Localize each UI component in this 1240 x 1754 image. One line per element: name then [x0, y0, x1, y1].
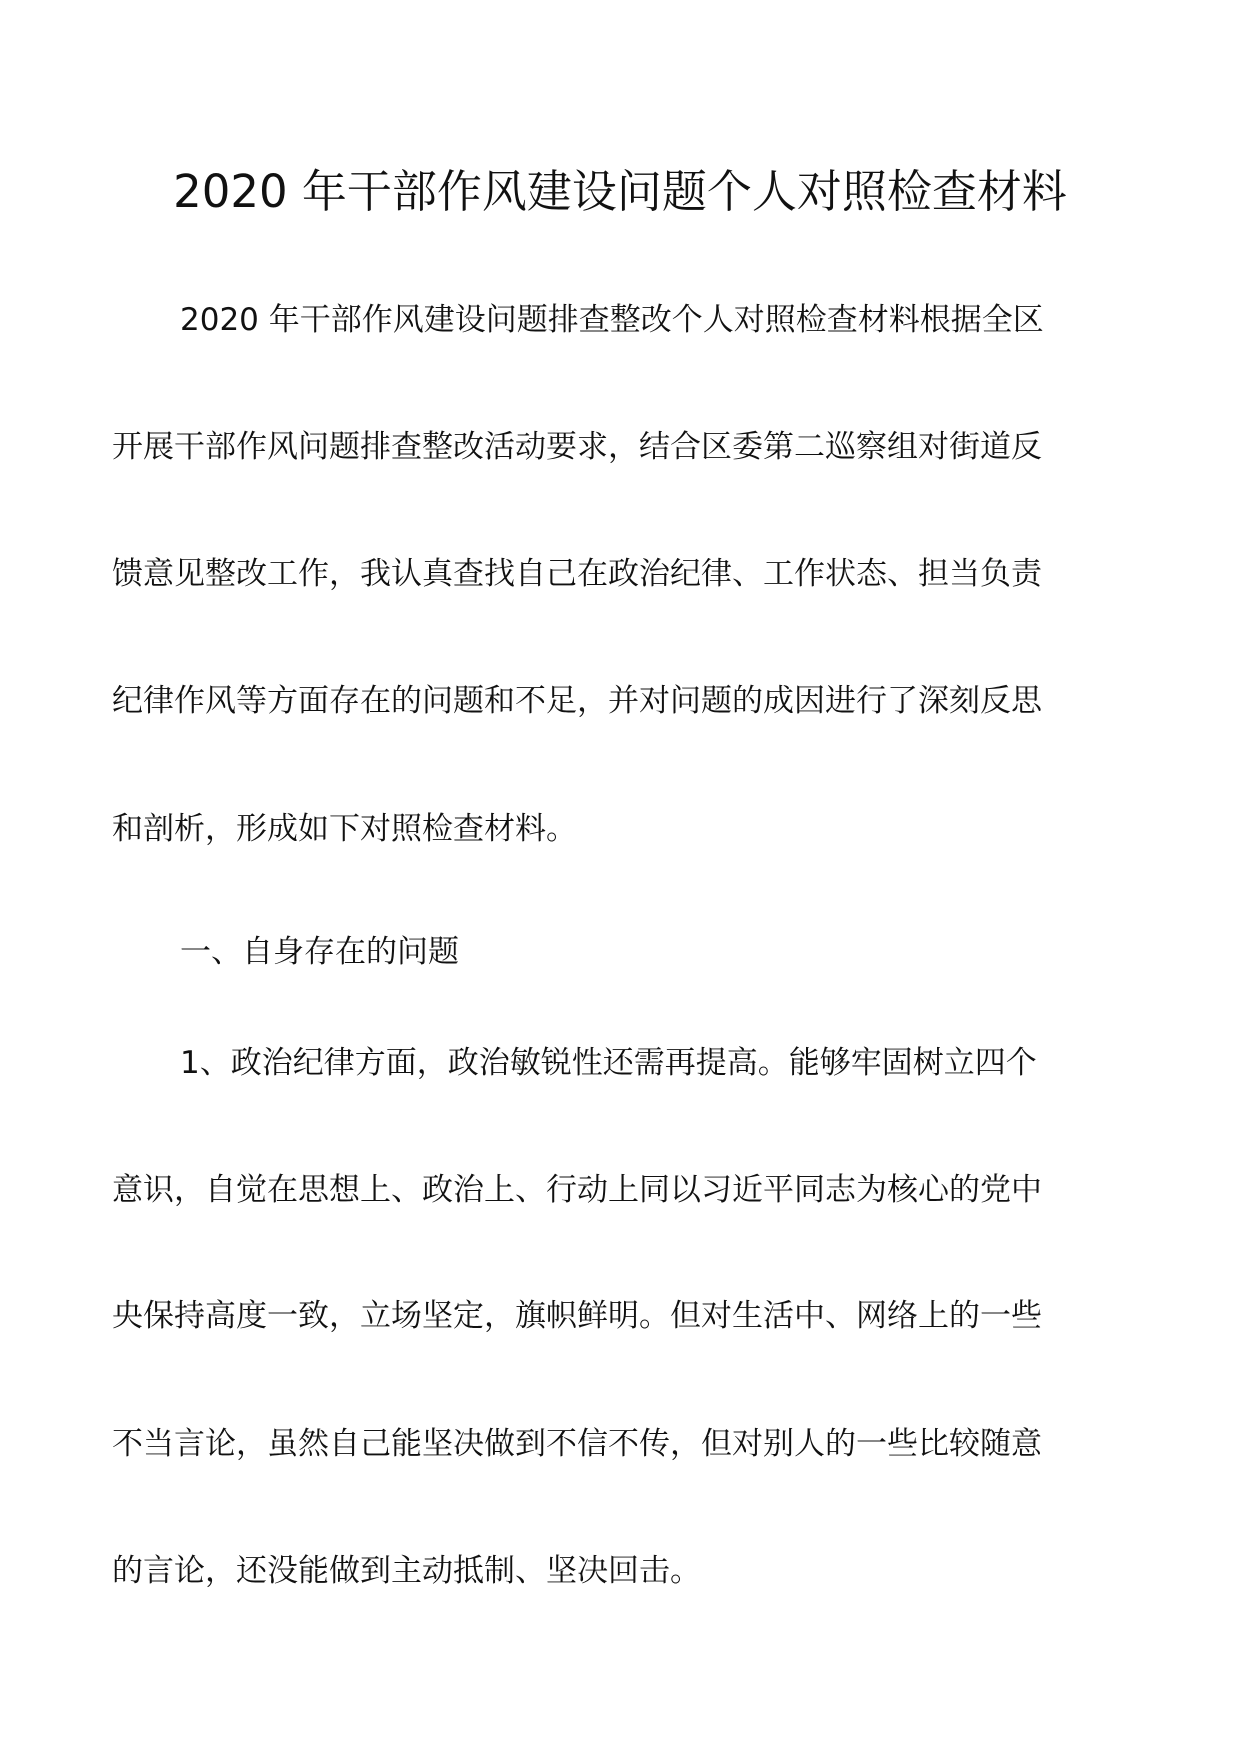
- paragraph-line: 和剖析，形成如下对照检查材料。: [112, 811, 577, 847]
- paragraph-line: 2020 年干部作风建设问题排查整改个人对照检查材料根据全区: [180, 302, 1044, 338]
- paragraph-line: 意识，自觉在思想上、政治上、行动上同以习近平同志为核心的党中: [112, 1172, 1042, 1208]
- paragraph-line: 央保持高度一致，立场坚定，旗帜鲜明。但对生活中、网络上的一些: [112, 1298, 1042, 1334]
- section-heading: 一、自身存在的问题: [180, 934, 459, 970]
- paragraph-line: 纪律作风等方面存在的问题和不足，并对问题的成因进行了深刻反思: [112, 683, 1042, 719]
- paragraph-line: 不当言论，虽然自己能坚决做到不信不传，但对别人的一些比较随意: [112, 1426, 1042, 1462]
- paragraph-line: 馈意见整改工作，我认真查找自己在政治纪律、工作状态、担当负责: [112, 556, 1042, 592]
- paragraph-line: 1、政治纪律方面，政治敏锐性还需再提高。能够牢固树立四个: [180, 1045, 1037, 1081]
- paragraph-line: 的言论，还没能做到主动抵制、坚决回击。: [112, 1553, 701, 1589]
- paragraph-line: 开展干部作风问题排查整改活动要求，结合区委第二巡察组对街道反: [112, 429, 1042, 465]
- document-title: 2020 年干部作风建设问题个人对照检查材料: [173, 165, 1067, 218]
